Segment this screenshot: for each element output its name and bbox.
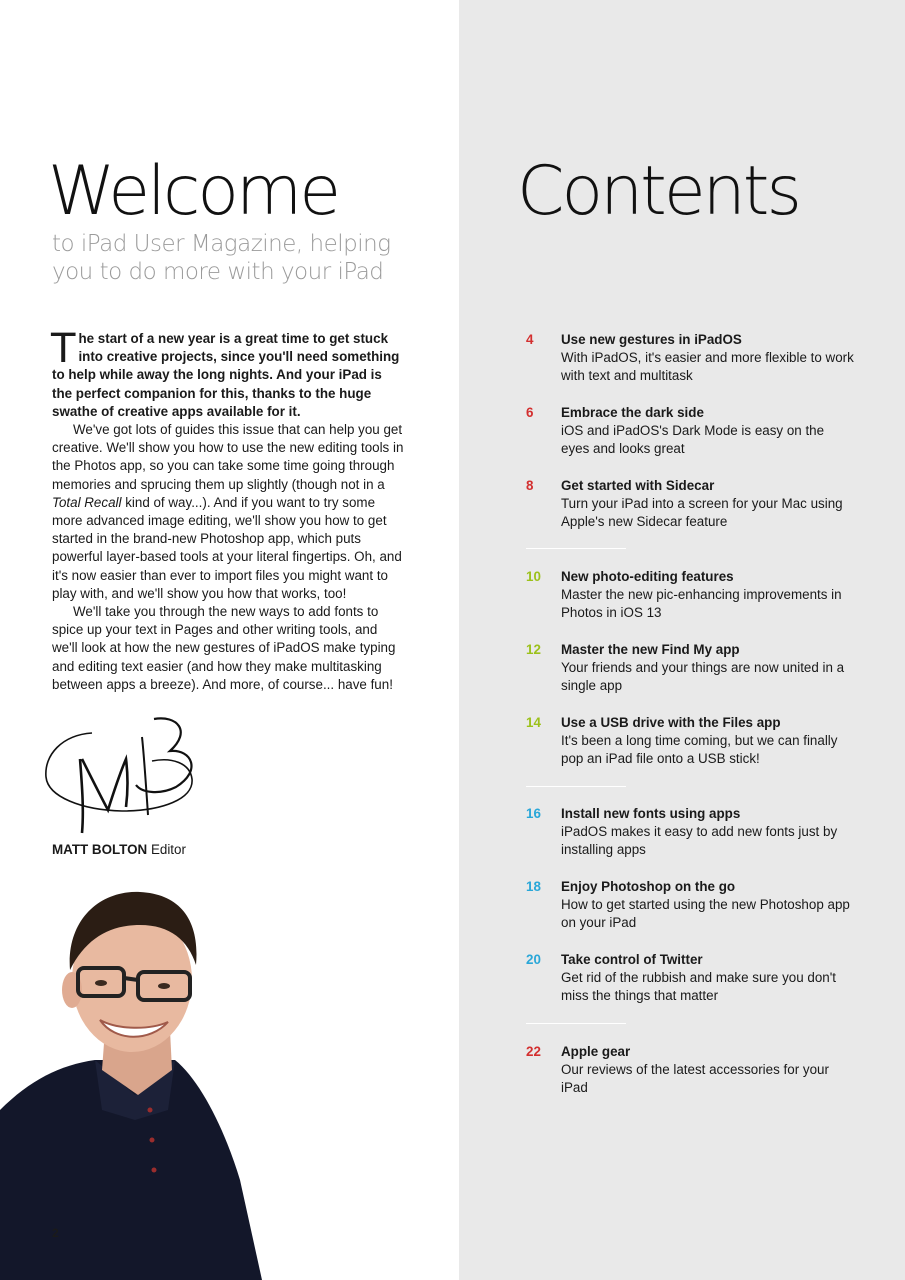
toc-page-number: 6 (526, 405, 534, 420)
toc-title: Install new fonts using apps (561, 806, 741, 821)
toc-title: Master the new Find My app (561, 642, 740, 657)
toc-page-number: 12 (526, 642, 541, 657)
welcome-title: Welcome (48, 152, 339, 231)
toc-description: Turn your iPad into a screen for your Mac using Apple's new Sidecar feature (561, 496, 843, 530)
editor-credit (52, 842, 186, 857)
welcome-subtitle: to iPad User Magazine, helping you to do more with your iPad (52, 231, 391, 285)
drop-cap: T (51, 326, 76, 372)
toc-title: Apple gear (561, 1044, 631, 1059)
toc-title: Get started with Sidecar (561, 478, 715, 493)
italic-title: Total Recall (52, 494, 122, 510)
toc-description: Our reviews of the latest accessories for your iPad (561, 1062, 829, 1096)
toc-title: Take control of Twitter (561, 952, 703, 967)
intro-text: he start of a new year is a great time to get stuck into creative projects, since you'll need something to help while away the long nights. And your iPad is the perfect companion for this, thanks to the huge swathe of creative apps available for it. (52, 331, 400, 419)
paragraph-2 (52, 421, 404, 603)
toc-description: It's been a long time coming, but we can finally pop an iPad file onto a USB stick! (561, 733, 838, 767)
intro-paragraph (51, 326, 404, 421)
toc-page-number: 22 (526, 1044, 541, 1059)
toc-description: Get rid of the rubbish and make sure you don't miss the things that matter (561, 970, 836, 1004)
toc-description: How to get started using the new Photoshop app on your iPad (561, 897, 850, 931)
toc-page-number: 18 (526, 879, 541, 894)
toc-page-number: 10 (526, 569, 541, 584)
toc-description: Master the new pic-enhancing improvements in Photos in iOS 13 (561, 587, 842, 621)
toc-page-number: 4 (526, 332, 534, 347)
toc-description: iOS and iPadOS's Dark Mode is easy on the eyes and looks great (561, 423, 825, 457)
toc-page-number: 20 (526, 952, 541, 967)
editor-role: Editor (150, 842, 186, 857)
toc-page-number: 8 (526, 478, 534, 493)
toc-title: Enjoy Photoshop on the go (561, 879, 736, 894)
page-number: 2 (52, 1226, 59, 1240)
editor-name: MATT BOLTON (52, 842, 148, 857)
section-divider (526, 548, 626, 549)
editorial-body (51, 326, 404, 694)
toc-page-number: 16 (526, 806, 541, 821)
toc-title: Use new gestures in iPadOS (561, 332, 742, 347)
toc-title: Use a USB drive with the Files app (561, 715, 781, 730)
toc-description: iPadOS makes it easy to add new fonts just by installing apps (561, 824, 838, 858)
paragraph-2-end: kind of way...). And if you want to try some more advanced image editing, we'll show you how to get started in the brand-new Photoshop app, which puts powerful layer-based tools at your literal fingertips. Oh, and it's now easier than ever to import files you might want to play with, and we'll show you how that works, too! (52, 494, 402, 601)
editor-photo (0, 880, 300, 1280)
toc-description: With iPadOS, it's easier and more flexible to work with text and multitask (561, 350, 854, 384)
section-divider (526, 786, 626, 787)
toc-description: Your friends and your things are now united in a single app (561, 660, 845, 694)
section-divider (526, 1023, 626, 1024)
contents-title: Contents (517, 152, 799, 231)
toc-page-number: 14 (526, 715, 541, 730)
editor-signature (42, 715, 202, 840)
toc-title: Embrace the dark side (561, 405, 704, 420)
paragraph-2-start: We've got lots of guides this issue that can help you get creative. We'll show you how to use the new editing tools in the Photos app, so you can take some time going through memories and sprucing them up slightly (though not in a (52, 422, 404, 492)
paragraph-3: We'll take you through the new ways to add fonts to spice up your text in Pages and other writing tools, and we'll look at how the new gestures of iPadOS make typing and editing text easier (and how they make multitasking between apps a breeze). And more, of course... have fun! (52, 604, 396, 692)
toc-title: New photo-editing features (561, 569, 734, 584)
